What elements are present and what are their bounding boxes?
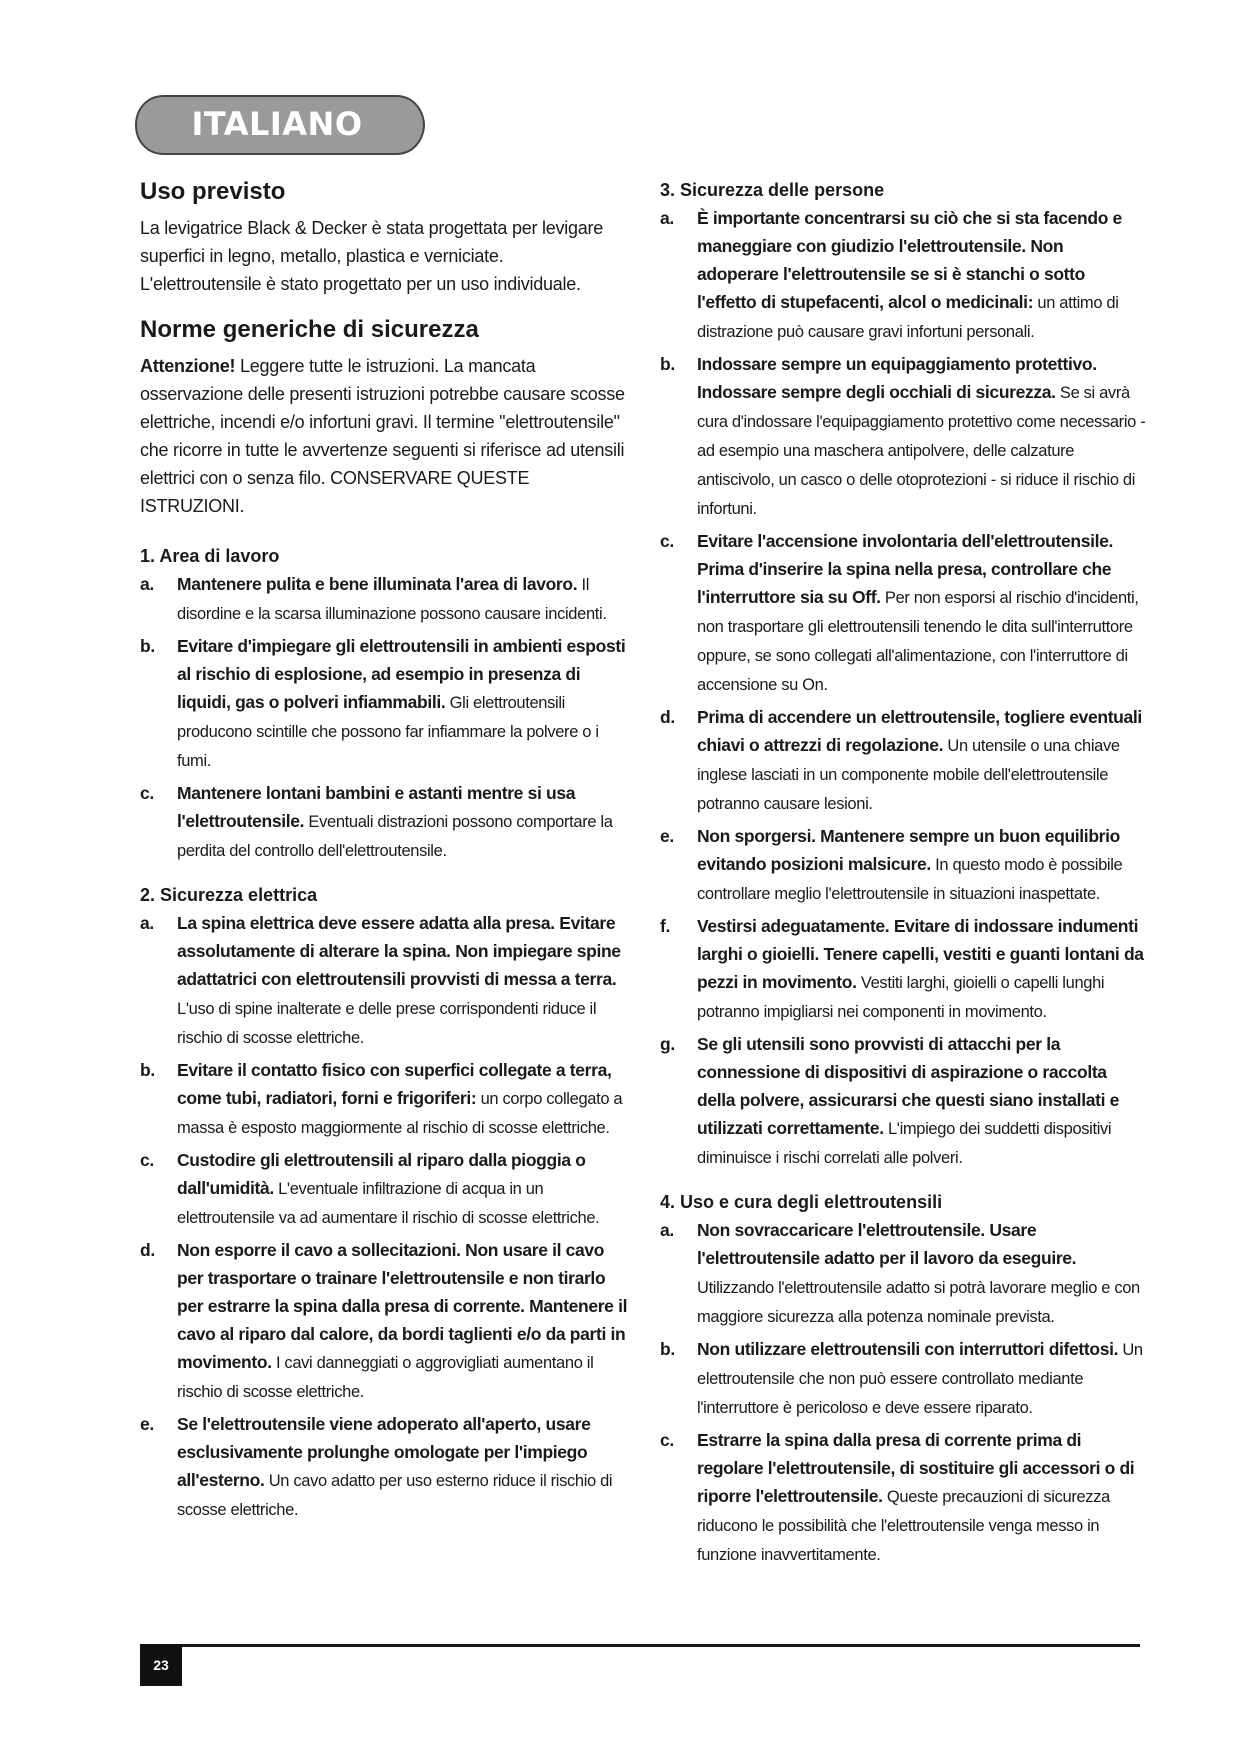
work-area-title: 1. Area di lavoro: [140, 546, 280, 566]
general-safety-title: Norme generiche di sicurezza: [140, 316, 479, 343]
list-item: d. Prima di accendere un elettroutensile, togliere eventuali chiavi o attrezzi di regolazione. Un utensile o una chiave inglese lasciati in un componente mobile dell'elettroutensile potranno causare lesioni.: [660, 707, 1142, 813]
list-item: c. Evitare l'accensione involontaria dell'elettroutensile. Prima d'inserire la spina nella presa, controllare che l'interruttore sia su Off. Per non esporsi al rischio d'incidenti, non trasportare gli elettroutensili tenendo le dita sull'interruttore oppure, se sono collegati all'alimentazione, con l'interruttore di accensione su On.: [660, 531, 1139, 694]
list-item: b. Non utilizzare elettroutensili con interruttori difettosi. Un elettroutensile che non può essere controllato mediante l'interruttore è pericoloso e deve essere riparato.: [660, 1339, 1143, 1417]
list-item: b. Evitare il contatto fisico con superfici collegate a terra, come tubi, radiatori, forni e frigoriferi: un corpo collegato a massa è esposto maggiormente al rischio di scosse elettriche.: [140, 1060, 623, 1137]
list-item: e. Non sporgersi. Mantenere sempre un buon equilibrio evitando posizioni malsicure. In questo modo è possibile controllare meglio l'elettroutensile in situazioni inaspettate.: [660, 826, 1123, 903]
list-item: c. Estrarre la spina dalla presa di corrente prima di regolare l'elettroutensile, di sostituire gli accessori o di riporre l'elettroutensile. Queste precauzioni di sicurezza riducono le possibilità che l'elettroutensile venga messo in funzione inavvertitamente.: [660, 1430, 1135, 1564]
language-tab: [134, 94, 434, 154]
page-number: 23: [140, 1644, 182, 1686]
list-item: a. Non sovraccaricare l'elettroutensile. Usare l'elettroutensile adatto per il lavoro da eseguire. Utilizzando l'elettroutensile adatto si potrà lavorare meglio e con maggiore sicurezza alla potenza nominale prevista.: [660, 1220, 1140, 1326]
electrical-safety-title: 2. Sicurezza elettrica: [140, 885, 318, 905]
electrical-safety-list: [140, 909, 628, 1524]
personal-safety-title: 3. Sicurezza delle persone: [660, 180, 885, 200]
use-care-list: [660, 1216, 1148, 1569]
warning-lead: Attenzione!: [140, 356, 236, 376]
use-care-title: 4. Uso e cura degli elettroutensili: [660, 1192, 943, 1212]
list-item: f. Vestirsi adeguatamente. Evitare di indossare indumenti larghi o gioielli. Tenere capelli, vestiti e guanti lontani da pezzi in movimento. Vestiti larghi, gioielli o capelli lunghi potranno impigliarsi nei componenti in movimento.: [660, 916, 1144, 1021]
list-item: a. È importante concentrarsi su ciò che si sta facendo e maneggiare con giudizio l'elettroutensile. Non adoperare l'elettroutensile se si è stanchi o sotto l'effetto di stupefacenti, alcol o medicinali: un attimo di distrazione può causare gravi infortuni personali.: [660, 208, 1122, 341]
right-column: [660, 176, 1148, 1573]
intended-use-title: Uso previsto: [140, 178, 286, 205]
warning-text: Leggere tutte le istruzioni. La mancata osservazione delle presenti istruzioni potrebbe causare scosse elettriche, incendi e/o infortuni gravi. Il termine "elettroutensile" che ricorre in tutte le avvertenze seguenti si riferisce ad utensili elettrici con o senza filo. CONSERVARE QUESTE ISTRUZIONI.: [140, 356, 625, 516]
list-item: a. Mantenere pulita e bene illuminata l'area di lavoro. Il disordine e la scarsa illuminazione possono causare incidenti.: [140, 574, 607, 623]
footer-rule: [140, 1644, 1140, 1647]
personal-safety-list: [660, 204, 1148, 1172]
list-item: b. Indossare sempre un equipaggiamento protettivo. Indossare sempre degli occhiali di sicurezza. Se si avrà cura d'indossare l'equipaggiamento protettivo come necessario - ad esempio una maschera antipolvere, delle calzature antiscivolo, un casco o delle otoprotezioni - si riduce il rischio di infortuni.: [660, 354, 1146, 518]
list-item: g. Se gli utensili sono provvisti di attacchi per la connessione di dispositivi di aspirazione o raccolta della polvere, assicurarsi che questi siano installati e utilizzati correttamente. L'impiego dei suddetti dispositivi diminuisce i rischi correlati alle polveri.: [660, 1034, 1119, 1167]
intended-use-text: La levigatrice Black & Decker è stata progettata per levigare superfici in legno, metallo, plastica e verniciate. L'elettroutensile è stato progettato per un uso individuale.: [140, 218, 603, 294]
list-item: c. Mantenere lontani bambini e astanti mentre si usa l'elettroutensile. Eventuali distrazioni possono comportare la perdita del controllo dell'elettroutensile.: [140, 783, 613, 860]
list-item: b. Evitare d'impiegare gli elettroutensili in ambienti esposti al rischio di esplosione, ad esempio in presenza di liquidi, gas o polveri infiammabili. Gli elettroutensili producono scintille che possono far infiammare la polvere o i fumi.: [140, 636, 626, 770]
work-area-list: [140, 570, 628, 865]
list-item: c. Custodire gli elettroutensili al riparo dalla pioggia o dall'umidità. L'eventuale infiltrazione di acqua in un elettroutensile va ad aumentare il rischio di scosse elettriche.: [140, 1150, 600, 1227]
list-item: d. Non esporre il cavo a sollecitazioni. Non usare il cavo per trasportare o trainare l'elettroutensile e non tirarlo per estrarre la spina dalla presa di corrente. Mantenere il cavo al riparo dal calore, da bordi taglienti e/o da parti in movimento. I cavi danneggiati o aggrovigliati aumentano il rischio di scosse elettriche.: [140, 1240, 628, 1401]
list-item: a. La spina elettrica deve essere adatta alla presa. Evitare assolutamente di alterare la spina. Non impiegare spine adattatrici con elettroutensili provvisti di messa a terra. L'uso di spine inalterate e delle prese corrispondenti riduce il rischio di scosse elettriche.: [140, 913, 621, 1047]
language-label: ITALIANO: [191, 105, 363, 143]
left-column: [140, 176, 628, 1528]
general-safety-warning: [140, 352, 628, 520]
list-item: e. Se l'elettroutensile viene adoperato all'aperto, usare esclusivamente prolunghe omologate per l'impiego all'esterno. Un cavo adatto per uso esterno riduce il rischio di scosse elettriche.: [140, 1414, 613, 1519]
